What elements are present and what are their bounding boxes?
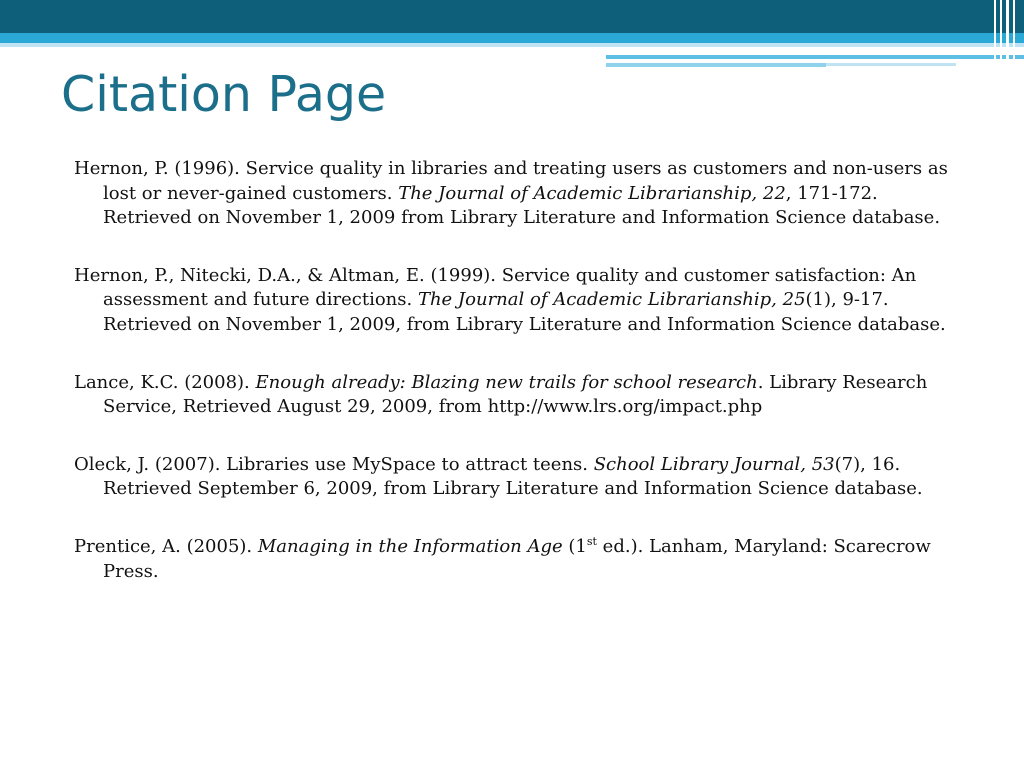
- header-band-dark: [0, 0, 1024, 33]
- reference-source: Managing in the Information Age: [257, 535, 563, 557]
- reference-source: Enough already: Blazing new trails for school research: [255, 371, 758, 393]
- reference-source: The Journal of Academic Librarianship, 22: [398, 182, 786, 204]
- reference-text: Prentice, A. (2005).: [74, 535, 258, 557]
- reference-source: The Journal of Academic Librarianship, 25: [417, 289, 806, 311]
- reference-text: (1: [562, 535, 587, 557]
- reference-source: School Library Journal, 53: [593, 453, 835, 475]
- reference-text: . Library Research Service, Retrieved August 29, 2009, from http://www.lrs.org/impact.php: [103, 371, 928, 418]
- reference-text: ed.). Lanham, Maryland: Scarecrow Press.: [103, 535, 931, 582]
- header-band-light: [0, 33, 1024, 43]
- reference-text: (1), 9-17. Retrieved on November 1, 2009, from Library Literature and Information Science database.: [103, 289, 946, 335]
- reference-text: Oleck, J. (2007). Libraries use MySpace to attract teens.: [74, 453, 594, 475]
- reference-item: [74, 453, 964, 502]
- header-band-thin: [0, 43, 1024, 47]
- header-accent-line: [606, 55, 1024, 59]
- page-title: Citation Page: [61, 66, 387, 123]
- reference-text: Hernon, P. (1996). Service quality in libraries and treating users as customers and non-users as lost or never-gained customers.: [74, 158, 948, 204]
- header-stripes-decoration: [990, 0, 1024, 70]
- reference-item: [74, 371, 964, 420]
- reference-item: [74, 264, 964, 338]
- reference-text: Hernon, P., Nitecki, D.A., & Altman, E. (1999). Service quality and customer satisfaction: An assessment and future directions.: [74, 264, 917, 311]
- ordinal-superscript: st: [586, 534, 597, 548]
- header-accent-line: [606, 63, 826, 67]
- references-list: [74, 157, 964, 617]
- reference-text: (7), 16. Retrieved September 6, 2009, from Library Literature and Information Science database.: [103, 453, 923, 500]
- reference-text: Lance, K.C. (2008).: [74, 371, 256, 393]
- reference-text: , 171-172. Retrieved on November 1, 2009 from Library Literature and Information Science database.: [103, 182, 941, 229]
- reference-item: [74, 535, 964, 584]
- header-accent-line: [826, 63, 956, 66]
- reference-item: [74, 157, 964, 231]
